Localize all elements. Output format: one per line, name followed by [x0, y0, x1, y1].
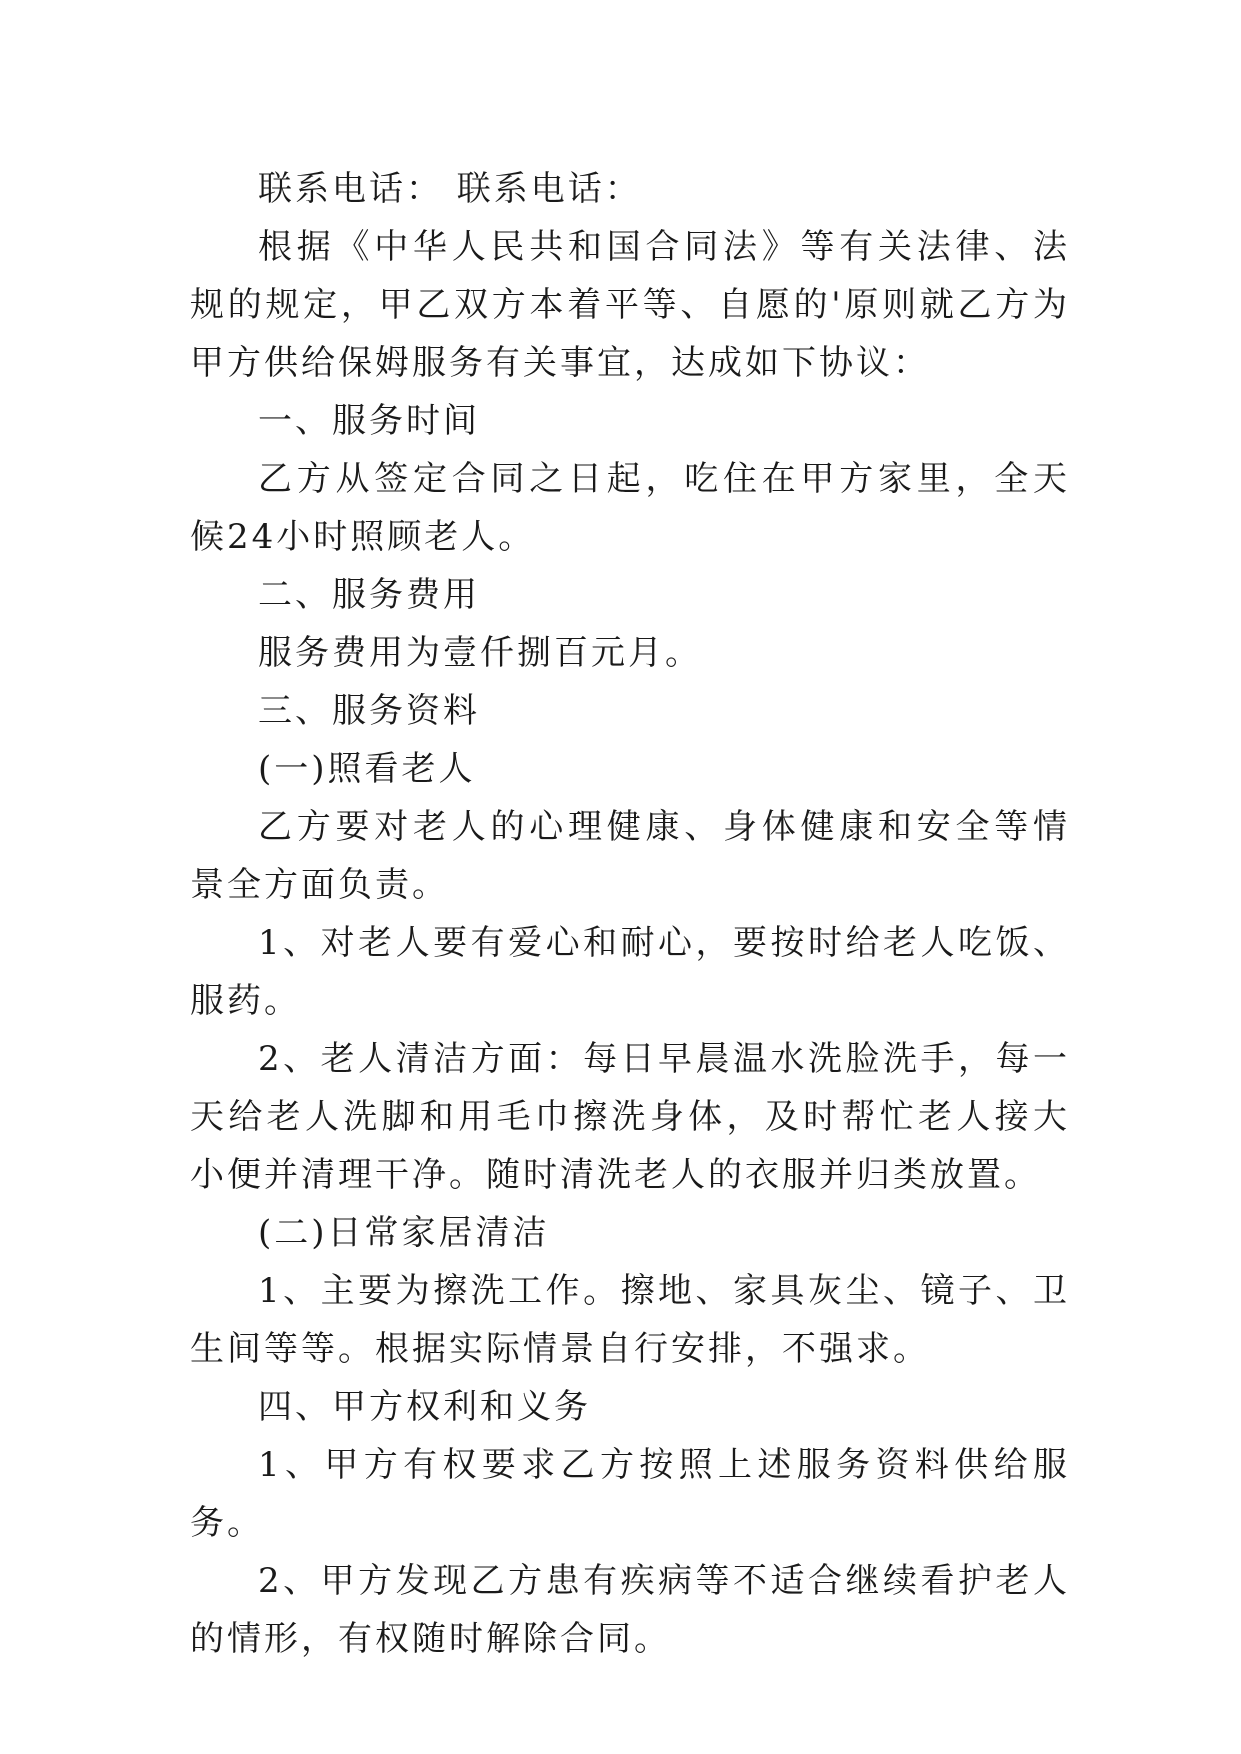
elder-care-item-1: 1、对老人要有爱心和耐心，要按时给老人吃饭、服药。 — [190, 923, 1070, 1021]
section-heading-service-content: 三、服务资料 — [258, 691, 480, 731]
section-heading-service-fee: 二、服务费用 — [258, 575, 480, 615]
elder-care-paragraph: 乙方要对老人的心理健康、身体健康和安全等情景全方面负责。 — [190, 807, 1070, 905]
preamble-paragraph: 根据《中华人民共和国合同法》等有关法律、法规的规定，甲乙双方本着平等、自愿的'原则就乙方为甲方供给保姆服务有关事宜，达成如下协议： — [190, 227, 1070, 383]
home-cleaning-item-1: 1、主要为擦洗工作。擦地、家具灰尘、镜子、卫生间等等。根据实际情景自行安排，不强求。 — [190, 1271, 1070, 1369]
section-heading-service-time: 一、服务时间 — [258, 401, 480, 441]
section-heading-party-a-rights: 四、甲方权利和义务 — [258, 1387, 591, 1427]
service-time-paragraph: 乙方从签定合同之日起，吃住在甲方家里，全天候24小时照顾老人。 — [190, 459, 1070, 557]
contact-phone-line: 联系电话： 联系电话： — [258, 169, 642, 209]
party-a-rights-item-2: 2、甲方发现乙方患有疾病等不适合继续看护老人的情形，有权随时解除合同。 — [190, 1561, 1070, 1659]
party-a-rights-item-1: 1、甲方有权要求乙方按照上述服务资料供给服务。 — [190, 1445, 1070, 1543]
subsection-heading-home-cleaning: (二)日常家居清洁 — [258, 1213, 550, 1253]
elder-care-item-2: 2、老人清洁方面：每日早晨温水洗脸洗手，每一天给老人洗脚和用毛巾擦洗身体，及时帮忙老人接大小便并清理干净。随时清洗老人的衣服并归类放置。 — [190, 1039, 1070, 1195]
subsection-heading-elder-care: (一)照看老人 — [258, 749, 476, 789]
service-fee-paragraph: 服务费用为壹仟捌百元月。 — [258, 633, 702, 673]
contract-body — [190, 160, 1070, 1668]
